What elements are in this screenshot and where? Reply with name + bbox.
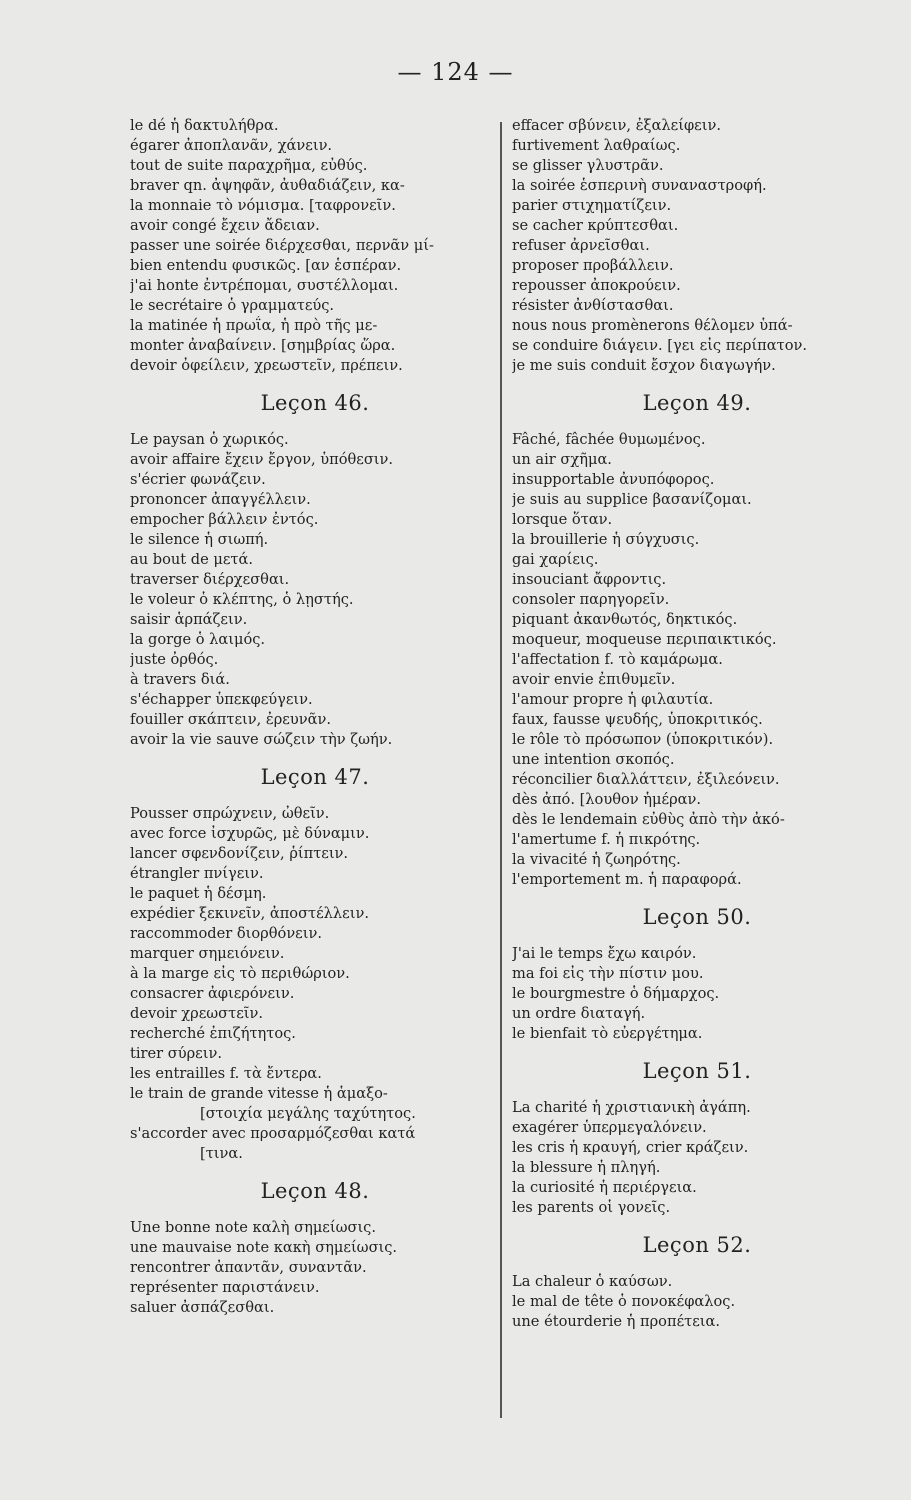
vocab-entry: lancer σφενδονίζειν, ῥίπτειν.	[130, 845, 349, 862]
vocab-entry: Une bonne note καλὴ σημείωσις.	[130, 1219, 376, 1236]
vocab-entry: avoir envie ἐπιθυμεῖν.	[512, 671, 676, 688]
vocab-entry: lorsque ὅταν.	[512, 511, 613, 528]
lesson-heading: Leçon 47.	[260, 765, 370, 789]
vocab-entry: je me suis conduit ἔσχον διαγωγήν.	[512, 357, 776, 374]
vocab-entry: J'ai le temps ἔχω καιρόν.	[512, 945, 697, 962]
vocab-entry: insouciant ἄφροντις.	[512, 571, 667, 588]
vocab-entry: je suis au supplice βασανίζομαι.	[512, 491, 752, 508]
vocab-entry: la blessure ἡ πληγή.	[512, 1159, 661, 1176]
vocab-entry: fouiller σκάπτειν, ἐρευνᾶν.	[130, 711, 331, 728]
vocab-entry: raccommoder διορθόνειν.	[130, 925, 322, 942]
vocab-entry: à la marge εἰς τὸ περιθώριον.	[130, 965, 350, 982]
lesson-heading: Leçon 51.	[642, 1059, 752, 1083]
lesson-heading: Leçon 52.	[642, 1233, 752, 1257]
lesson-heading: Leçon 48.	[260, 1179, 370, 1203]
lesson-heading: Leçon 46.	[260, 391, 370, 415]
vocab-entry: [τινα.	[200, 1145, 243, 1162]
vocab-entry: dès le lendemain εὐθὺς ἀπὸ τὴν ἀκό-	[512, 811, 785, 828]
vocab-entry: une étourderie ἡ προπέτεια.	[512, 1313, 720, 1330]
right-column	[512, 116, 882, 1332]
vocab-entry: avoir la vie sauve σώζειν τὴν ζωήν.	[130, 731, 393, 748]
column-divider	[500, 122, 502, 1418]
vocab-entry: l'affectation f. τὸ καμάρωμα.	[512, 651, 723, 668]
vocab-entry: saisir ἁρπάζειν.	[130, 611, 248, 628]
vocab-entry: tirer σύρειν.	[130, 1045, 222, 1062]
vocab-entry: se glisser γλυστρᾶν.	[512, 157, 664, 174]
vocab-entry: une mauvaise note κακὴ σημείωσις.	[130, 1239, 398, 1256]
vocab-entry: tout de suite παραχρῆμα, εὐθύς.	[130, 157, 368, 174]
vocab-entry: prononcer ἀπαγγέλλειν.	[130, 491, 311, 508]
vocab-entry: furtivement λαθραίως.	[512, 137, 681, 154]
vocab-entry: la brouillerie ἡ σύγχυσις.	[512, 531, 700, 548]
vocab-entry: se conduire διάγειν. [γει εἰς περίπατον.	[512, 337, 808, 354]
vocab-entry: le bourgmestre ὁ δήμαρχος.	[512, 985, 720, 1002]
vocab-entry: marquer σημειόνειν.	[130, 945, 285, 962]
vocab-entry: nous nous promènerons θέλομεν ὑπά-	[512, 317, 793, 334]
vocab-entry: bien entendu φυσικῶς. [αν ἑσπέραν.	[130, 257, 402, 274]
vocab-entry: avoir affaire ἔχειν ἔργον, ὑπόθεσιν.	[130, 451, 394, 468]
vocab-entry: La chaleur ὁ καύσων.	[512, 1273, 673, 1290]
vocab-entry: le dé ἡ δακτυλήθρα.	[130, 117, 279, 134]
vocab-entry: ma foi εἰς τὴν πίστιν μου.	[512, 965, 704, 982]
vocab-entry: la matinée ἡ πρωΐα, ἡ πρὸ τῆς με-	[130, 317, 378, 334]
vocab-entry: l'emportement m. ἡ παραφορά.	[512, 871, 742, 888]
vocab-entry: braver qn. ἀψηφᾶν, ἀυθαδιάζειν, κα-	[130, 177, 405, 194]
vocab-entry: la vivacité ἡ ζωηρότης.	[512, 851, 681, 868]
vocab-entry: recherché ἐπιζήτητος.	[130, 1025, 296, 1042]
page-number: — 124 —	[397, 58, 514, 86]
vocab-entry: repousser ἀποκρούειν.	[512, 277, 681, 294]
vocab-entry: consoler παρηγορεῖν.	[512, 591, 670, 608]
vocab-entry: faux, fausse ψευδής, ὑποκριτικός.	[512, 711, 763, 728]
vocab-entry: consacrer ἀφιερόνειν.	[130, 985, 295, 1002]
vocab-entry: La charité ἡ χριστιανικὴ ἀγάπη.	[512, 1099, 751, 1116]
vocab-entry: Fâché, fâchée θυμωμένος.	[512, 431, 706, 448]
vocab-entry: l'amertume f. ἡ πικρότης.	[512, 831, 701, 848]
vocab-entry: Le paysan ὁ χωρικός.	[130, 431, 289, 448]
vocab-entry: effacer σβύνειν, ἐξαλείφειν.	[512, 117, 721, 134]
vocab-entry: moqueur, moqueuse περιπαικτικός.	[512, 631, 777, 648]
vocab-entry: [στοιχία μεγάλης ταχύτητος.	[200, 1105, 416, 1122]
vocab-entry: la gorge ὁ λαιμός.	[130, 631, 266, 648]
vocab-entry: les parents οἱ γονεῖς.	[512, 1199, 671, 1216]
vocab-entry: la monnaie τὸ νόμισμα. [ταφρονεῖν.	[130, 197, 396, 214]
vocab-entry: traverser διέρχεσθαι.	[130, 571, 290, 588]
vocab-entry: avec force ἰσχυρῶς, μὲ δύναμιν.	[130, 825, 370, 842]
vocab-entry: s'accorder avec προσαρμόζεσθαι κατά	[130, 1125, 416, 1142]
vocab-entry: se cacher κρύπτεσθαι.	[512, 217, 679, 234]
vocab-entry: au bout de μετά.	[130, 551, 253, 568]
left-column	[130, 116, 500, 1318]
vocab-entry: le bienfait τὸ εὐεργέτημα.	[512, 1025, 703, 1042]
vocab-entry: expédier ξεκινεῖν, ἀποστέλλειν.	[130, 905, 369, 922]
vocab-entry: la soirée ἑσπερινὴ συναναστροφή.	[512, 177, 767, 194]
vocab-entry: passer une soirée διέρχεσθαι, περνᾶν μί-	[130, 237, 434, 254]
vocab-entry: devoir χρεωστεῖν.	[130, 1005, 264, 1022]
vocab-entry: monter ἀναβαίνειν. [σημβρίας ὥρα.	[130, 337, 396, 354]
vocab-entry: la curiosité ἡ περιέργεια.	[512, 1179, 697, 1196]
vocab-entry: juste ὀρθός.	[130, 651, 219, 668]
vocab-entry: parier στιχηματίζειν.	[512, 197, 672, 214]
vocab-entry: une intention σκοπός.	[512, 751, 675, 768]
vocab-entry: résister ἀνθίστασθαι.	[512, 297, 674, 314]
vocab-entry: Pousser σπρώχνειν, ὠθεῖν.	[130, 805, 330, 822]
vocab-entry: un air σχῆμα.	[512, 451, 612, 468]
lesson-heading: Leçon 50.	[642, 905, 752, 929]
vocab-entry: le rôle τὸ πρόσωπον (ὑποκριτικόν).	[512, 731, 774, 748]
vocab-entry: j'ai honte ἐντρέπομαι, συστέλλομαι.	[130, 277, 399, 294]
vocab-entry: réconcilier διαλλάττειν, ἐξιλεόνειν.	[512, 771, 780, 788]
vocab-entry: insupportable ἀνυπόφορος.	[512, 471, 715, 488]
vocab-entry: un ordre διαταγή.	[512, 1005, 646, 1022]
vocab-entry: rencontrer ἀπαντᾶν, συναντᾶν.	[130, 1259, 367, 1276]
vocab-entry: représenter παριστάνειν.	[130, 1279, 320, 1296]
vocab-entry: exagérer ὑπερμεγαλόνειν.	[512, 1119, 707, 1136]
vocab-entry: proposer προβάλλειν.	[512, 257, 674, 274]
vocab-entry: s'échapper ὑπεκφεύγειν.	[130, 691, 313, 708]
vocab-entry: les cris ἡ κραυγή, crier κράζειν.	[512, 1139, 749, 1156]
vocab-entry: gai χαρίεις.	[512, 551, 599, 568]
vocab-entry: dès ἀπό. [λουθον ἡμέραν.	[512, 791, 702, 808]
vocab-entry: refuser ἀρνεῖσθαι.	[512, 237, 650, 254]
vocab-entry: s'écrier φωνάζειν.	[130, 471, 266, 488]
vocab-entry: piquant ἀκανθωτός, δηκτικός.	[512, 611, 738, 628]
vocab-entry: empocher βάλλειν ἐντός.	[130, 511, 319, 528]
vocab-entry: avoir congé ἔχειν ἄδειαν.	[130, 217, 320, 234]
vocab-entry: le secrétaire ὁ γραμματεύς.	[130, 297, 335, 314]
vocab-entry: l'amour propre ἡ φιλαυτία.	[512, 691, 714, 708]
vocab-entry: étrangler πνίγειν.	[130, 865, 264, 882]
vocab-entry: à travers διά.	[130, 671, 230, 688]
vocab-entry: devoir ὀφείλειν, χρεωστεῖν, πρέπειν.	[130, 357, 403, 374]
vocab-entry: le silence ἡ σιωπή.	[130, 531, 269, 548]
vocab-entry: le voleur ὁ κλέπτης, ὁ λῃστής.	[130, 591, 354, 608]
vocab-entry: le paquet ἡ δέσμη.	[130, 885, 267, 902]
lesson-heading: Leçon 49.	[642, 391, 752, 415]
vocab-entry: le mal de tête ὁ πονοκέφαλος.	[512, 1293, 736, 1310]
vocab-entry: le train de grande vitesse ἡ ἁμαξο-	[130, 1085, 388, 1102]
vocab-entry: saluer ἀσπάζεσθαι.	[130, 1299, 275, 1316]
vocab-entry: égarer ἀποπλανᾶν, χάνειν.	[130, 137, 333, 154]
vocab-entry: les entrailles f. τὰ ἔντερα.	[130, 1065, 322, 1082]
